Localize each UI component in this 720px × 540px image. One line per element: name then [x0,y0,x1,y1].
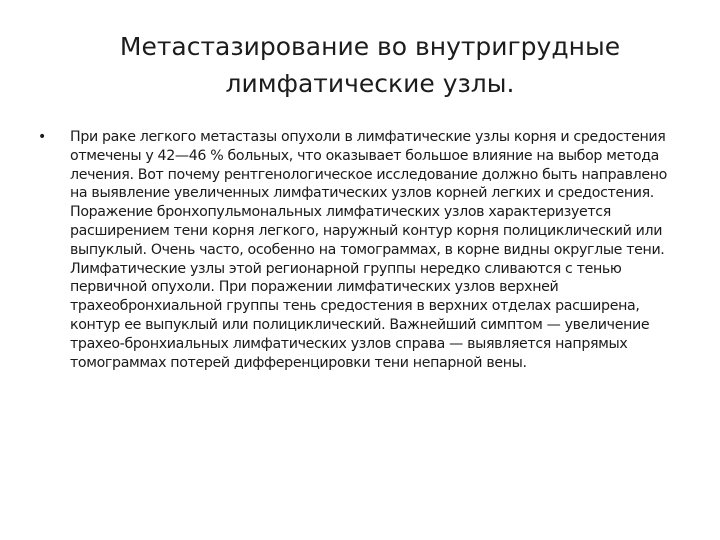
bullet-item [38,128,678,372]
slide-title: Метастазирование во внутригрудные лимфатические узлы. [119,32,621,98]
bullet-text: При раке легкого метастазы опухоли в лимфатические узлы корня и средостения отмечены у 42—46 % больных, что оказывает большое влияние на выбор метода лечения. Вот почему рентгенологическое исследование должно быть направлено на выявление увеличенных лимфатических узлов корней легких и средостения. Поражение бронхопульмональных лимфатических узлов характеризуется расширением тени корня легкого, наружный контур корня полициклический или выпуклый. Очень часто, особенно на томограммах, в корне видны округлые тени. Лимфатические узлы этой регионарной группы нередко сливаются с тенью первичной опухоли. При поражении лимфатических узлов верхней трахеобронхиальной группы тень средостения в верхних отделах расширена, контур ее выпуклый или полициклический. Важнейший симптом — увеличение трахео-бронхиальных лимфатических узлов справа — выявляется напрямых томограммах потерей дифференцировки тени непарной вены. [70,129,668,371]
slide-content [38,128,678,372]
bullet-marker: • [38,129,47,145]
